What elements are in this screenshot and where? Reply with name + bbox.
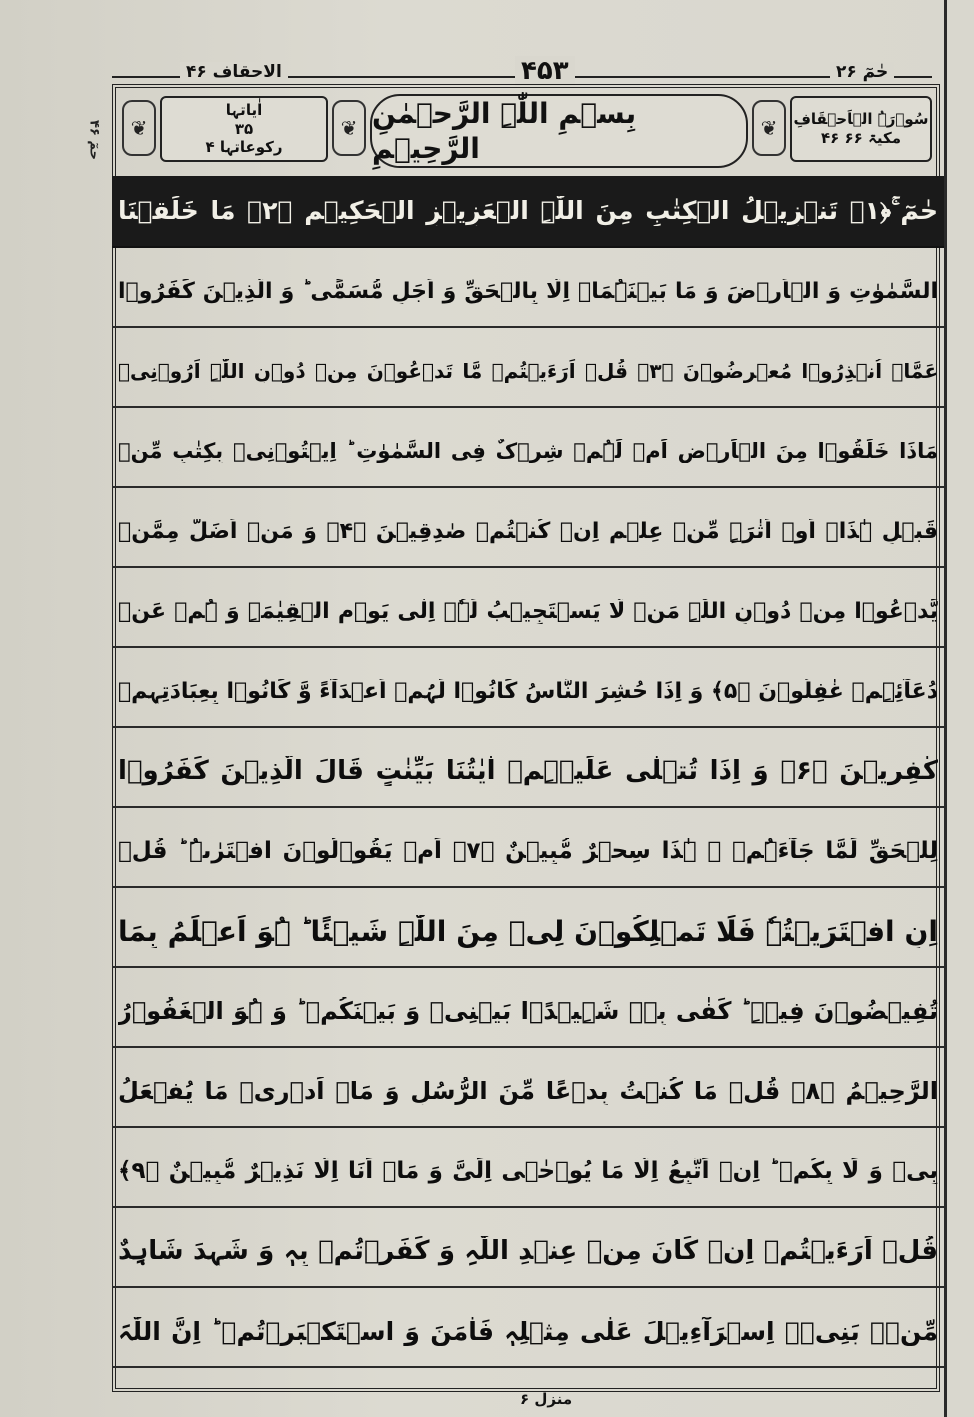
header-surah-name: الاحقاف ۴۶ (180, 62, 288, 82)
text-line: مِّنۡۢ بَنِیۡۤ اِسۡرَآءِیۡلَ عَلٰی مِثۡلِہٖ فَاٰمَنَ وَ اسۡتَکۡبَرۡتُمۡ ؕ اِنَّ اللّٰہَ (112, 1296, 944, 1368)
ornament-icon: ❦ (332, 100, 366, 156)
surah-meta: ۴۶ مکیۃ ۶۶ (820, 129, 901, 147)
ornament-icon: ❦ (752, 100, 786, 156)
ayat-ruku-box (160, 96, 328, 162)
text-line: قُلۡ اَرَءَیۡتُمۡ اِنۡ کَانَ مِنۡ عِنۡدِ اللّٰہِ وَ کَفَرۡتُمۡ بِہٖ وَ شَہِدَ شَاہِدٌ (112, 1216, 944, 1288)
ayat-count: ۳۵ (234, 119, 254, 138)
ruku-label: رکوعاتہا ۴ (205, 138, 283, 157)
header-para-name: حٰمٓ ۲۶ (830, 62, 894, 82)
bismillah-box (370, 94, 748, 168)
text-line: دُعَآئِہِمۡ غٰفِلُوۡنَ ﴿۵﴾ وَ اِذَا حُشِرَ النَّاسُ کَانُوۡا لَہُمۡ اَعۡدَآءً وَّ کَانُوۡا بِعِبَادَتِہِمۡ (112, 656, 944, 728)
text-line: مَاذَا خَلَقُوۡا مِنَ الۡاَرۡضِ اَمۡ لَہُمۡ شِرۡکٌ فِی السَّمٰوٰتِ ؕ اِیۡتُوۡنِیۡ بِکِتٰبٍ مِّنۡ (112, 416, 944, 488)
binding-gutter-line (944, 0, 947, 1417)
text-line: السَّمٰوٰتِ وَ الۡاَرۡضَ وَ مَا بَیۡنَہُمَاۤ اِلَّا بِالۡحَقِّ وَ اَجَلٍ مُّسَمًّی ؕ وَ الَّذِیۡنَ کَفَرُوۡا (112, 256, 944, 328)
bismillah-text: بِسۡمِ اللّٰہِ الرَّحۡمٰنِ الرَّحِیۡمِ (372, 97, 637, 165)
text-line: لِلۡحَقِّ لَمَّا جَآءَہُمۡ ۙ ہٰذَا سِحۡرٌ مُّبِیۡنٌ ﴿۷﴾ اَمۡ یَقُوۡلُوۡنَ افۡتَرٰىہُ ؕ قُلۡ (112, 816, 944, 888)
text-line: اِنِ افۡتَرَیۡتُہٗ فَلَا تَمۡلِکُوۡنَ لِیۡ مِنَ اللّٰہِ شَیۡئًا ؕ ہُوَ اَعۡلَمُ بِمَا (112, 896, 944, 968)
text-line: بِیۡ وَ لَا بِکُمۡ ؕ اِنۡ اَتَّبِعُ اِلَّا مَا یُوۡحٰۤی اِلَیَّ وَ مَاۤ اَنَا اِلَّا نَذِیۡرٌ مُّبِیۡنٌ ﴿۹﴾ (112, 1136, 944, 1208)
text-line: یَّدۡعُوۡا مِنۡ دُوۡنِ اللّٰہِ مَنۡ لَّا یَسۡتَجِیۡبُ لَہٗۤ اِلٰی یَوۡمِ الۡقِیٰمَۃِ وَ ہُمۡ عَنۡ (112, 576, 944, 648)
side-juz-marker: ۴۶ حمٓ (86, 120, 102, 160)
text-line: قَبۡلِ ہٰذَاۤ اَوۡ اَثٰرَۃٍ مِّنۡ عِلۡمٍ اِنۡ کُنۡتُمۡ صٰدِقِیۡنَ ﴿۴﴾ وَ مَنۡ اَضَلُّ مِمَّنۡ (112, 496, 944, 568)
surah-info-box (790, 96, 932, 162)
text-line: حٰمٓ ۚ﴿۱﴾ تَنۡزِیۡلُ الۡکِتٰبِ مِنَ اللّٰہِ الۡعَزِیۡزِ الۡحَکِیۡمِ ﴿۲﴾ مَا خَلَقۡنَا (112, 176, 944, 248)
page-number: ۴۵۳ (515, 56, 575, 86)
surah-name: سُوۡرَۃُ الۡاَحۡقَافِ (793, 110, 929, 129)
ornament-icon: ❦ (122, 100, 156, 156)
text-line: تُفِیۡضُوۡنَ فِیۡہِ ؕ کَفٰی بِہٖ شَہِیۡدًۢا بَیۡنِیۡ وَ بَیۡنَکُمۡ ؕ وَ ہُوَ الۡغَفُوۡرُ (112, 976, 944, 1048)
text-line: کٰفِرِیۡنَ ﴿۶﴾ وَ اِذَا تُتۡلٰی عَلَیۡہِمۡ اٰیٰتُنَا بَیِّنٰتٍ قَالَ الَّذِیۡنَ کَفَرُوۡا (112, 736, 944, 808)
manzil-marker: منزل ۶ (520, 1390, 573, 1408)
text-line: عَمَّاۤ اُنۡذِرُوۡا مُعۡرِضُوۡنَ ﴿۳﴾ قُلۡ اَرَءَیۡتُمۡ مَّا تَدۡعُوۡنَ مِنۡ دُوۡنِ اللّٰہِ اَرُوۡنِیۡ (112, 336, 944, 408)
ayat-label: اٰیاتہا (225, 100, 263, 119)
text-line: الرَّحِیۡمُ ﴿۸﴾ قُلۡ مَا کُنۡتُ بِدۡعًا مِّنَ الرُّسُلِ وَ مَاۤ اَدۡرِیۡ مَا یُفۡعَلُ (112, 1056, 944, 1128)
